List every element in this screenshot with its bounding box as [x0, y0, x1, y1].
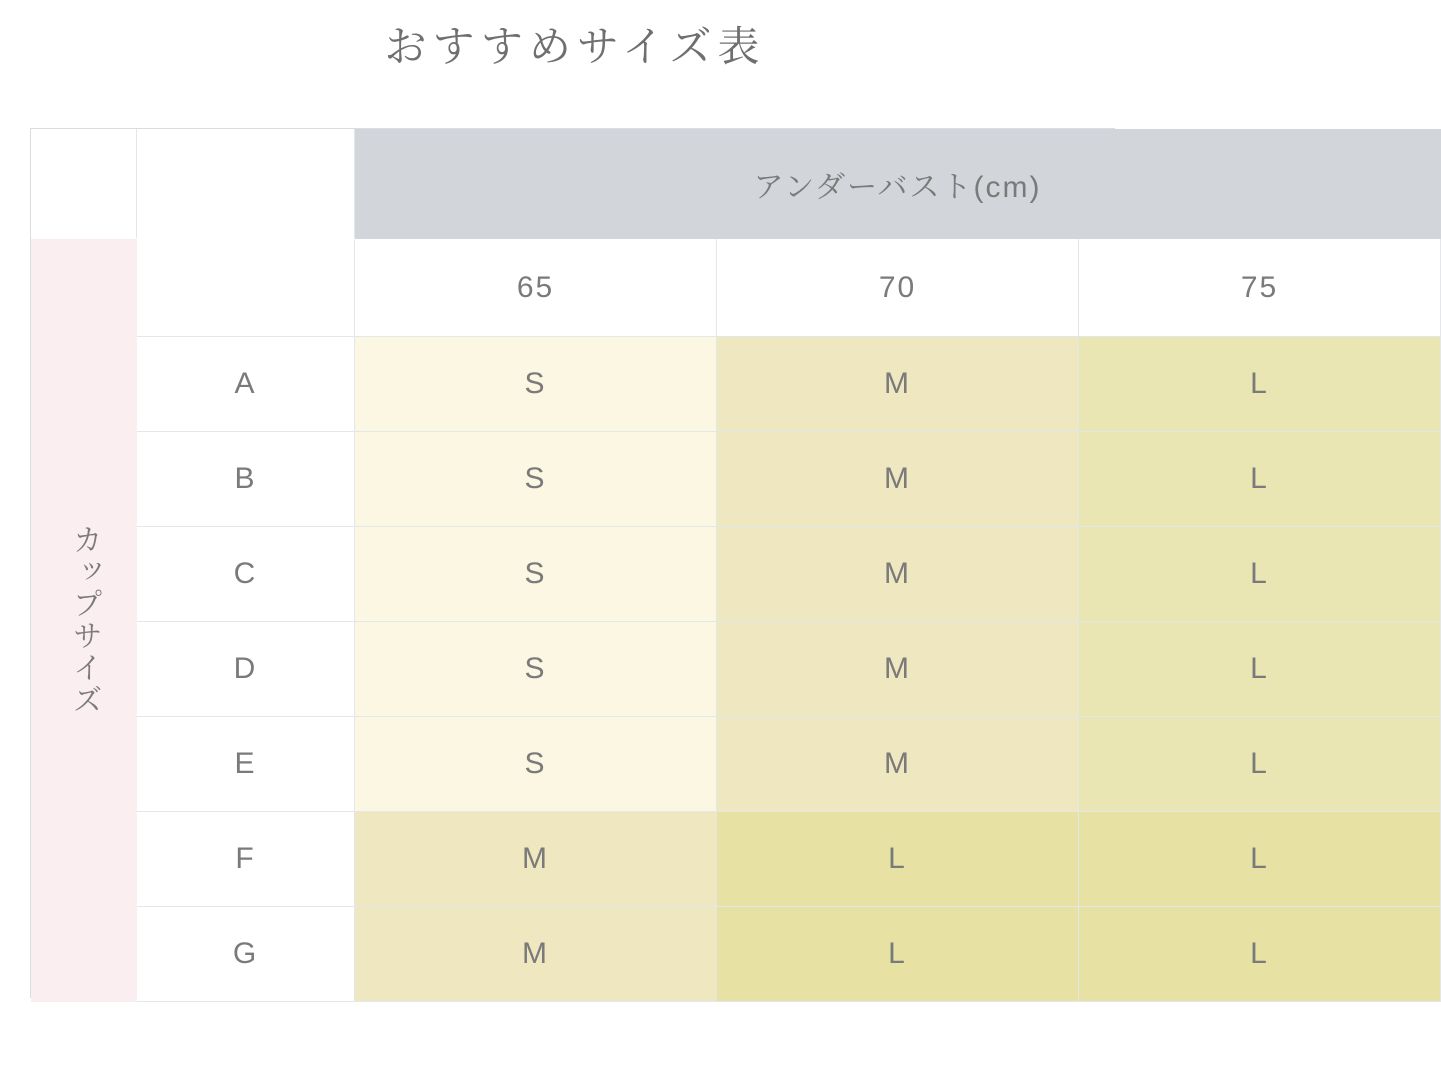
size-table-container — [30, 128, 1279, 998]
cell-a-65: S — [355, 337, 717, 432]
cell-f-70: L — [717, 812, 1079, 907]
cup-letter-f: F — [137, 812, 355, 907]
header-corner-cell — [32, 130, 137, 239]
under-bust-header: アンダーバスト(cm) — [355, 130, 1441, 239]
table-header-row — [32, 130, 1441, 239]
cell-g-65: M — [355, 907, 717, 1002]
cell-b-75: L — [1079, 432, 1441, 527]
cell-g-75: L — [1079, 907, 1441, 1002]
cell-a-70: M — [717, 337, 1079, 432]
cell-f-75: L — [1079, 812, 1441, 907]
cell-a-75: L — [1079, 337, 1441, 432]
cell-b-70: M — [717, 432, 1079, 527]
cup-size-header-label: カップサイズ — [67, 524, 101, 716]
table-row — [32, 907, 1441, 1002]
band-size-row — [32, 239, 1441, 337]
cell-c-75: L — [1079, 527, 1441, 622]
table-row — [32, 622, 1441, 717]
cell-d-75: L — [1079, 622, 1441, 717]
table-row — [32, 337, 1441, 432]
cell-e-70: M — [717, 717, 1079, 812]
cell-c-65: S — [355, 527, 717, 622]
cup-letter-a: A — [137, 337, 355, 432]
cell-f-65: M — [355, 812, 717, 907]
band-size-75: 75 — [1079, 239, 1441, 337]
header-corner-cell-2 — [137, 130, 355, 239]
table-row — [32, 432, 1441, 527]
cell-e-65: S — [355, 717, 717, 812]
cup-letter-b: B — [137, 432, 355, 527]
table-row — [32, 812, 1441, 907]
band-size-65: 65 — [355, 239, 717, 337]
cell-d-70: M — [717, 622, 1079, 717]
table-row — [32, 717, 1441, 812]
band-row-blank-cell — [137, 239, 355, 337]
page-title: おすすめサイズ表 — [384, 23, 766, 70]
cell-d-65: S — [355, 622, 717, 717]
band-size-70: 70 — [717, 239, 1079, 337]
cup-letter-c: C — [137, 527, 355, 622]
cell-e-75: L — [1079, 717, 1441, 812]
cell-c-70: M — [717, 527, 1079, 622]
cup-letter-g: G — [137, 907, 355, 1002]
cup-letter-d: D — [137, 622, 355, 717]
cell-g-70: L — [717, 907, 1079, 1002]
size-table — [31, 129, 1441, 1002]
cup-letter-e: E — [137, 717, 355, 812]
cup-size-header — [32, 239, 137, 1002]
table-row — [32, 527, 1441, 622]
cell-b-65: S — [355, 432, 717, 527]
